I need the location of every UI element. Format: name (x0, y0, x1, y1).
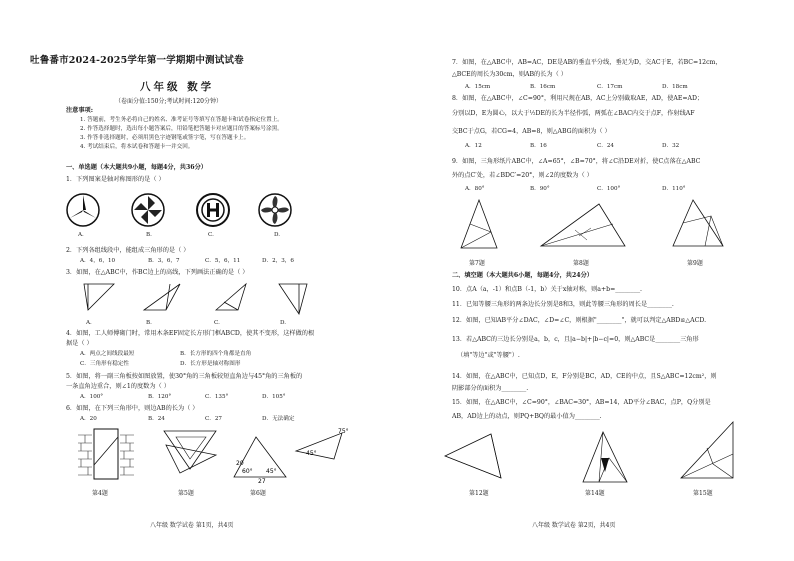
q12-figure (441, 430, 521, 482)
q9-option: B．90° (530, 186, 550, 192)
q1-option-label: B. (146, 232, 152, 238)
q8-option: C．24 (597, 143, 614, 149)
note-item: 3. 作答非选择题时，必须用黑色字迹钢笔或签字笔，写在答题卡上。 (80, 135, 250, 141)
q5-option: B．120° (148, 394, 172, 400)
q9-option: C．100° (597, 186, 621, 192)
svg-text:60°: 60° (242, 468, 253, 475)
q4-option: D．长方形是轴对称图形 (180, 361, 241, 367)
question-2: 2．下列各组线段中，能组成三角形的是（ ） (66, 247, 190, 254)
question-15-cont: AB，AD边上的动点，则PQ+BQ的最小值为________. (452, 413, 602, 420)
svg-text:75°: 75° (338, 428, 349, 435)
question-7-cont: △BCE的周长为30cm，则AB的长为（ ） (452, 71, 567, 78)
q8-option: D．32 (662, 143, 680, 149)
set-square-figure (160, 425, 220, 477)
svg-text:27: 27 (258, 478, 266, 485)
question-5-cont: 一条直角边重合，则∠1的度数为（ ） (66, 383, 170, 390)
door-frame-figure (76, 425, 136, 483)
q4-option: C．三角形有稳定性 (80, 361, 130, 367)
q5-option: D．105° (262, 394, 286, 400)
ruler-figure (292, 425, 348, 465)
svg-text:45°: 45° (266, 468, 277, 475)
note-item: 1. 答题前，考生务必将自己的姓名、准考证号等填写在答题卡和试卷指定位置上。 (80, 117, 283, 123)
q5-option: A．100° (80, 394, 104, 400)
question-1: 1．下列图案是轴对称图形的是（ ） (66, 176, 165, 183)
question-10: 10．点A（a，-1）和点B（-1，b）关于x轴对称，则a+b=________. (452, 286, 643, 293)
q3-option-label: C. (214, 320, 220, 326)
flower-emblem-icon (258, 193, 292, 227)
q2-option: B．3，6，7 (148, 258, 180, 264)
q6-option: B．24 (148, 416, 165, 422)
question-12: 12．如图，已知AB平分∠DAC，∠D=∠C，则根据"________"，就可以判定△ABD≌△ACD. (452, 317, 707, 324)
question-8-cont: 分别以D，E为圆心，以大于½DE的长为半径作弧，两弧在∠BAC内交于点F，作射线AF (452, 110, 695, 117)
trefoil-emblem-icon (66, 193, 100, 227)
q2-option: D．2，3，6 (262, 258, 294, 264)
question-4: 4．如图，工人师傅砌门时，常用木条EF固定长方形门框ABCD，使其不变形，这样做的根 (66, 330, 315, 337)
page-footer: 八年级 数学试卷 第1页，共4页 (150, 522, 234, 529)
note-item: 4. 考试结束后，将本试卷和答题卡一并交回。 (80, 144, 194, 150)
q9-figure (665, 196, 729, 252)
q7-option: A．15cm (465, 84, 491, 90)
q6-option: C．27 (205, 416, 222, 422)
question-14: 14．如图，在△ABC中，已知点D，E，F分别是BC，AD，CE的中点，且S△ABC=12cm²，则 (452, 373, 717, 380)
question-8-cont: 交BC于点G，若CG=4，AB=8，则△ABG的面积为（ ） (452, 128, 611, 135)
q3-option-label: B. (146, 320, 152, 326)
q1-option-label: D. (274, 232, 281, 238)
figure-caption: 第8题 (573, 260, 589, 267)
question-7: 7．如图，在△ABC中，AB=AC，DE是AB的垂直平分线，垂足为D，交AC于E，若BC=12cm， (452, 59, 722, 66)
section-heading: 二、填空题（本大题共6小题，每题4分，共24分） (452, 272, 593, 279)
figure-caption: 第15题 (693, 490, 713, 497)
question-13-cont: （填"等边"或"等腰"）. (457, 352, 520, 359)
q3-option-label: D. (280, 320, 287, 326)
section-heading: 一、单选题（本大题共9小题，每题4分，共36分） (66, 164, 207, 171)
q4-option: A．两点之间线段最短 (80, 351, 135, 357)
q9-option: D．110° (662, 186, 686, 192)
q14-figure (579, 428, 631, 488)
question-5: 5．如图，将一副三角板按如图放置，使30°角的三角板较短直角边与45°角的三角板的 (66, 373, 303, 380)
q8-option: B．16 (530, 143, 547, 149)
exam-subtitle: 八年级 数学 (140, 81, 215, 93)
question-6: 6．如图，在下列三角形中，则边AB的长为（ ） (66, 405, 199, 412)
q6-option: A．20 (80, 416, 97, 422)
triangle-measure-figure (228, 425, 290, 483)
q8-figure (537, 200, 629, 250)
q15-figure (673, 418, 743, 484)
q9-option: A．80° (465, 186, 485, 192)
q3-figure-a (80, 280, 120, 316)
q5-option: C．135° (205, 394, 229, 400)
question-9: 9．如图，三角形纸片ABC中，∠A=65°，∠B=70°，将∠C沿DE对折，使C点落在△ABC (452, 158, 701, 165)
q1-option-label: A. (78, 232, 84, 238)
question-8: 8．如图，在△ABC中，∠C=90°，利用尺规在AB，AC上分别截取AE，AD，使AE=AD； (452, 95, 704, 102)
page-footer: 八年级 数学试卷 第2页，共4页 (532, 522, 616, 529)
question-3: 3．如图，在△ABC中，作BC边上的高线，下列画法正确的是（ ） (66, 269, 249, 276)
question-9-cont: 外的点C′处，若∠BDC′=20°，则∠2的度数为（ ） (452, 172, 593, 179)
pinwheel-emblem-icon (131, 193, 165, 227)
svg-text:45°: 45° (306, 450, 317, 457)
q1-option-label: C. (208, 232, 214, 238)
exam-page-2 (397, 0, 794, 561)
q3-figure-b (140, 280, 185, 316)
q7-option: C．17cm (597, 84, 623, 90)
q4-option: B．长方形的四个角都是直角 (180, 351, 252, 357)
figure-caption: 第6题 (250, 490, 266, 497)
q7-option: B．16cm (530, 84, 556, 90)
q2-option: A．4，6，10 (80, 258, 116, 264)
svg-text:20: 20 (236, 460, 244, 467)
figure-caption: 第9题 (687, 260, 703, 267)
question-15: 15．如图，在△ABC中，∠C=90°，∠BAC=30°，AB=14，AD平分∠BAC，点P，Q分别是 (452, 399, 711, 406)
question-4-cont: 据是（ ） (66, 340, 93, 347)
q3-figure-c (212, 280, 252, 316)
q7-figure (457, 196, 501, 252)
question-14-cont: 阴影部分的面积为________. (452, 385, 529, 392)
exam-title: 吐鲁番市2024-2025学年第一学期期中测试试卷 (30, 55, 244, 66)
question-13: 13．若△ABC的三边长分别是a，b，c，且|a−b|+|b−c|=0，则△ABC是________三角形 (452, 336, 699, 343)
notes-heading: 注意事项: (66, 107, 94, 114)
q8-option: A．12 (465, 143, 482, 149)
figure-caption: 第4题 (92, 490, 108, 497)
exam-meta: （卷面分值:150分;考试时间:120分钟） (115, 98, 222, 105)
figure-caption: 第12题 (469, 490, 489, 497)
question-11: 11．已知等腰三角形的两条边长分别是8和3，则此等腰三角形的周长是________. (452, 301, 674, 308)
q7-option: D．18cm (662, 84, 688, 90)
figure-caption: 第7题 (469, 260, 485, 267)
q2-option: C．5，6，11 (205, 258, 241, 264)
bank-emblem-icon (196, 193, 230, 227)
q6-option: D．无法确定 (262, 416, 295, 422)
note-item: 2. 作答选择题时，选出每小题答案后，用铅笔把答题卡对应题目的答案标号涂黑。 (80, 126, 283, 132)
q3-figure-d (275, 280, 315, 320)
figure-caption: 第14题 (585, 490, 605, 497)
figure-caption: 第5题 (178, 490, 194, 497)
q3-option-label: A. (86, 320, 92, 326)
